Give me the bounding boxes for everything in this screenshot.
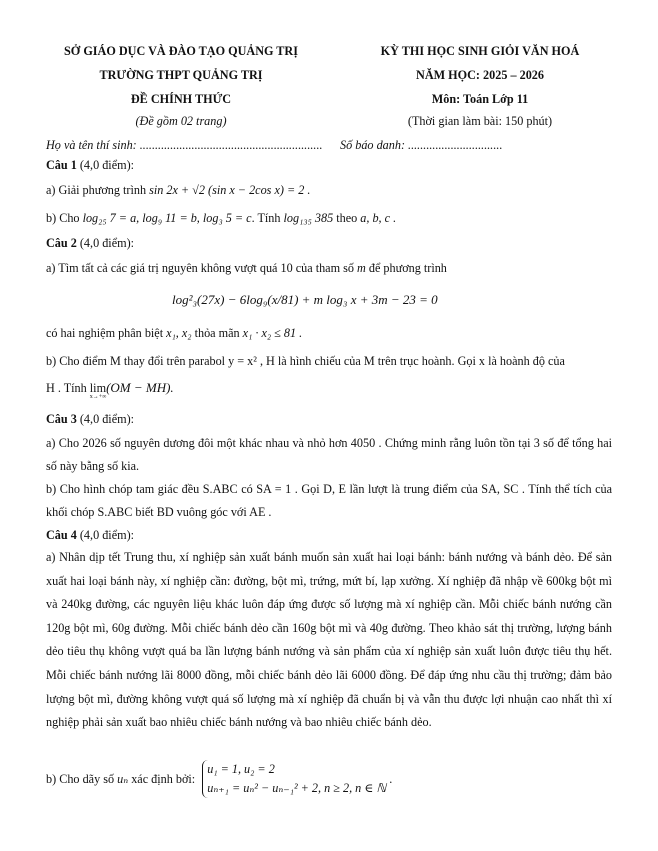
q3-points: (4,0 điểm): <box>79 412 135 426</box>
q3-heading <box>46 412 134 427</box>
q4-b-end: . <box>389 772 393 786</box>
student-name-field: Họ và tên thí sinh: ............................................................ <box>46 138 323 152</box>
header-left-school: TRƯỜNG THPT QUẢNG TRỊ <box>99 68 263 82</box>
q2-a-cond-text: có hai nghiệm phân biệt <box>46 326 164 340</box>
student-id-field: Số báo danh: ............................... <box>340 138 503 152</box>
q2-title: Câu 2 <box>46 236 77 250</box>
q4-points: (4,0 điểm): <box>79 528 135 542</box>
q2-b-line2 <box>46 380 174 400</box>
q2-heading <box>46 236 134 251</box>
header-pages-note: (Đề gồm 02 trang) <box>135 114 227 128</box>
header-official: ĐỀ CHÍNH THỨC <box>130 92 232 106</box>
q1-a-equation: sin 2x + √2 (sin x − 2cos x) = 2 . <box>149 183 311 197</box>
q1-b-text: b) Cho <box>46 211 80 225</box>
q1-points: (4,0 điểm): <box>79 158 135 172</box>
q2-b-lim: lim <box>89 381 107 395</box>
q1-title: Câu 1 <box>46 158 77 172</box>
q2-a-param: m <box>357 261 366 275</box>
q3-title: Câu 3 <box>46 412 77 426</box>
q4-b-system <box>202 760 386 798</box>
q1-b-text3: theo <box>336 211 358 225</box>
q1-heading <box>46 158 134 173</box>
header-time: (Thời gian làm bài: 150 phút) <box>407 114 553 128</box>
q1-b-equation: log₂₅ 7 = a, log₉ 11 = b, log₃ 5 = c <box>82 211 252 225</box>
q2-a-cond-text2: thỏa mãn <box>194 326 240 340</box>
q2-a-condition <box>46 326 302 341</box>
q2-a-text: a) Tìm tất cả các giá trị nguyên không vượt quá 10 của tham số <box>46 261 354 275</box>
q1-part-a <box>46 183 310 198</box>
header-subject: Môn: Toán Lớp 11 <box>431 92 529 106</box>
q4-heading <box>46 528 134 543</box>
q4-part-a: a) Nhân dịp tết Trung thu, xí nghiệp sản xuất bánh muốn sản xuất hai loại bánh: bánh nướng và bánh dẻo. Để sản xuất hai loại bánh này, xí nghiệp cần: đường, bột mì, trứng, mứt bí, lạp xưởng. Xí nghiệp đã nhập về 600kg bột mì và 240kg đường, các nguyên liệu khác luôn đáp ứng được số lượng mà xí nghiệp cần. Mỗi chiếc bánh nướng cần 120g bột mì, 60g đường. Mỗi chiếc bánh dẻo cần 160g bột mì và 40g đường. Theo khảo sát thị trường, lượng bánh dẻo tiêu thụ không vượt quá ba lần lượng bánh nướng và sản phẩm của xí nghiệp sản xuất luôn được tiêu thụ hết. Mỗi chiếc bánh nướng lãi 8000 đồng, mỗi chiếc bánh dẻo lãi 6000 đồng. Để đáp ứng nhu cầu thị trường; đảm bảo lượng bột mì, đường không vượt quá số lượng mà xí nghiệp đã chuẩn bị và vẫn thu được lợi nhuận cao nhất thì xí nghiệp phải sản xuất bao nhiêu chiếc bánh nướng và bao nhiêu chiếc bánh dẻo. <box>46 550 612 730</box>
header-left-dept: SỞ GIÁO DỤC VÀ ĐÀO TẠO QUẢNG TRỊ <box>64 44 298 58</box>
q2-b-line2-pre: H . Tính <box>46 381 87 395</box>
q1-b-equation3: a, b, c . <box>360 211 397 225</box>
q4-b-seq: uₙ <box>117 772 129 786</box>
q4-title: Câu 4 <box>46 528 77 542</box>
q2-b-lim-sub: x→+∞ <box>89 394 107 400</box>
q1-part-b <box>46 211 396 226</box>
q2-b-lim-expr: (OM − MH). <box>106 380 174 395</box>
q2-a-equation: log²₃(27x) − 6log₉(x/81) + m log₃ x + 3m − 23 = 0 <box>172 292 438 307</box>
q4-b-text: b) Cho dãy số <box>46 772 115 786</box>
header-school-year: NĂM HỌC: 2025 – 2026 <box>416 68 544 82</box>
q1-b-text2: . Tính <box>251 211 281 225</box>
q2-a-cond-vars: x₁, x₂ <box>166 326 192 340</box>
q2-points: (4,0 điểm): <box>79 236 135 250</box>
q2-part-a <box>46 261 447 276</box>
q2-a-cond-eq: x₁ · x₂ ≤ 81 . <box>242 326 303 340</box>
header-exam-title: KỲ THI HỌC SINH GIỎI VĂN HOÁ <box>380 44 580 58</box>
q4-b-sys1: u₁ = 1, u₂ = 2 <box>207 762 275 776</box>
q2-a-text2: để phương trình <box>368 261 447 275</box>
q4-part-b <box>46 760 392 800</box>
q4-b-sys2: uₙ₊₁ = uₙ² − uₙ₋₁² + 2, n ≥ 2, n ∈ ℕ <box>207 781 387 795</box>
q1-b-equation2: log₁₃₅ 385 <box>283 211 334 225</box>
q1-a-text: a) Giải phương trình <box>46 183 147 197</box>
q3-part-a: a) Cho 2026 số nguyên dương đôi một khác nhau và nhỏ hơn 4050 . Chứng minh rằng luôn tồn tại 3 số để tổng hai số này bằng số kia. <box>46 436 612 473</box>
q3-part-b: b) Cho hình chóp tam giác đều S.ABC có SA = 1 . Gọi D, E lần lượt là trung điểm của SA, SC . Tính thể tích của khối chóp S.ABC biết BD vuông góc với AE . <box>46 482 612 519</box>
q4-b-text2: xác định bởi: <box>131 772 196 786</box>
q2-b-line1: b) Cho điểm M thay đổi trên parabol y = x² , H là hình chiếu của M trên trục hoành. Gọi x là hoành độ của <box>46 354 565 368</box>
